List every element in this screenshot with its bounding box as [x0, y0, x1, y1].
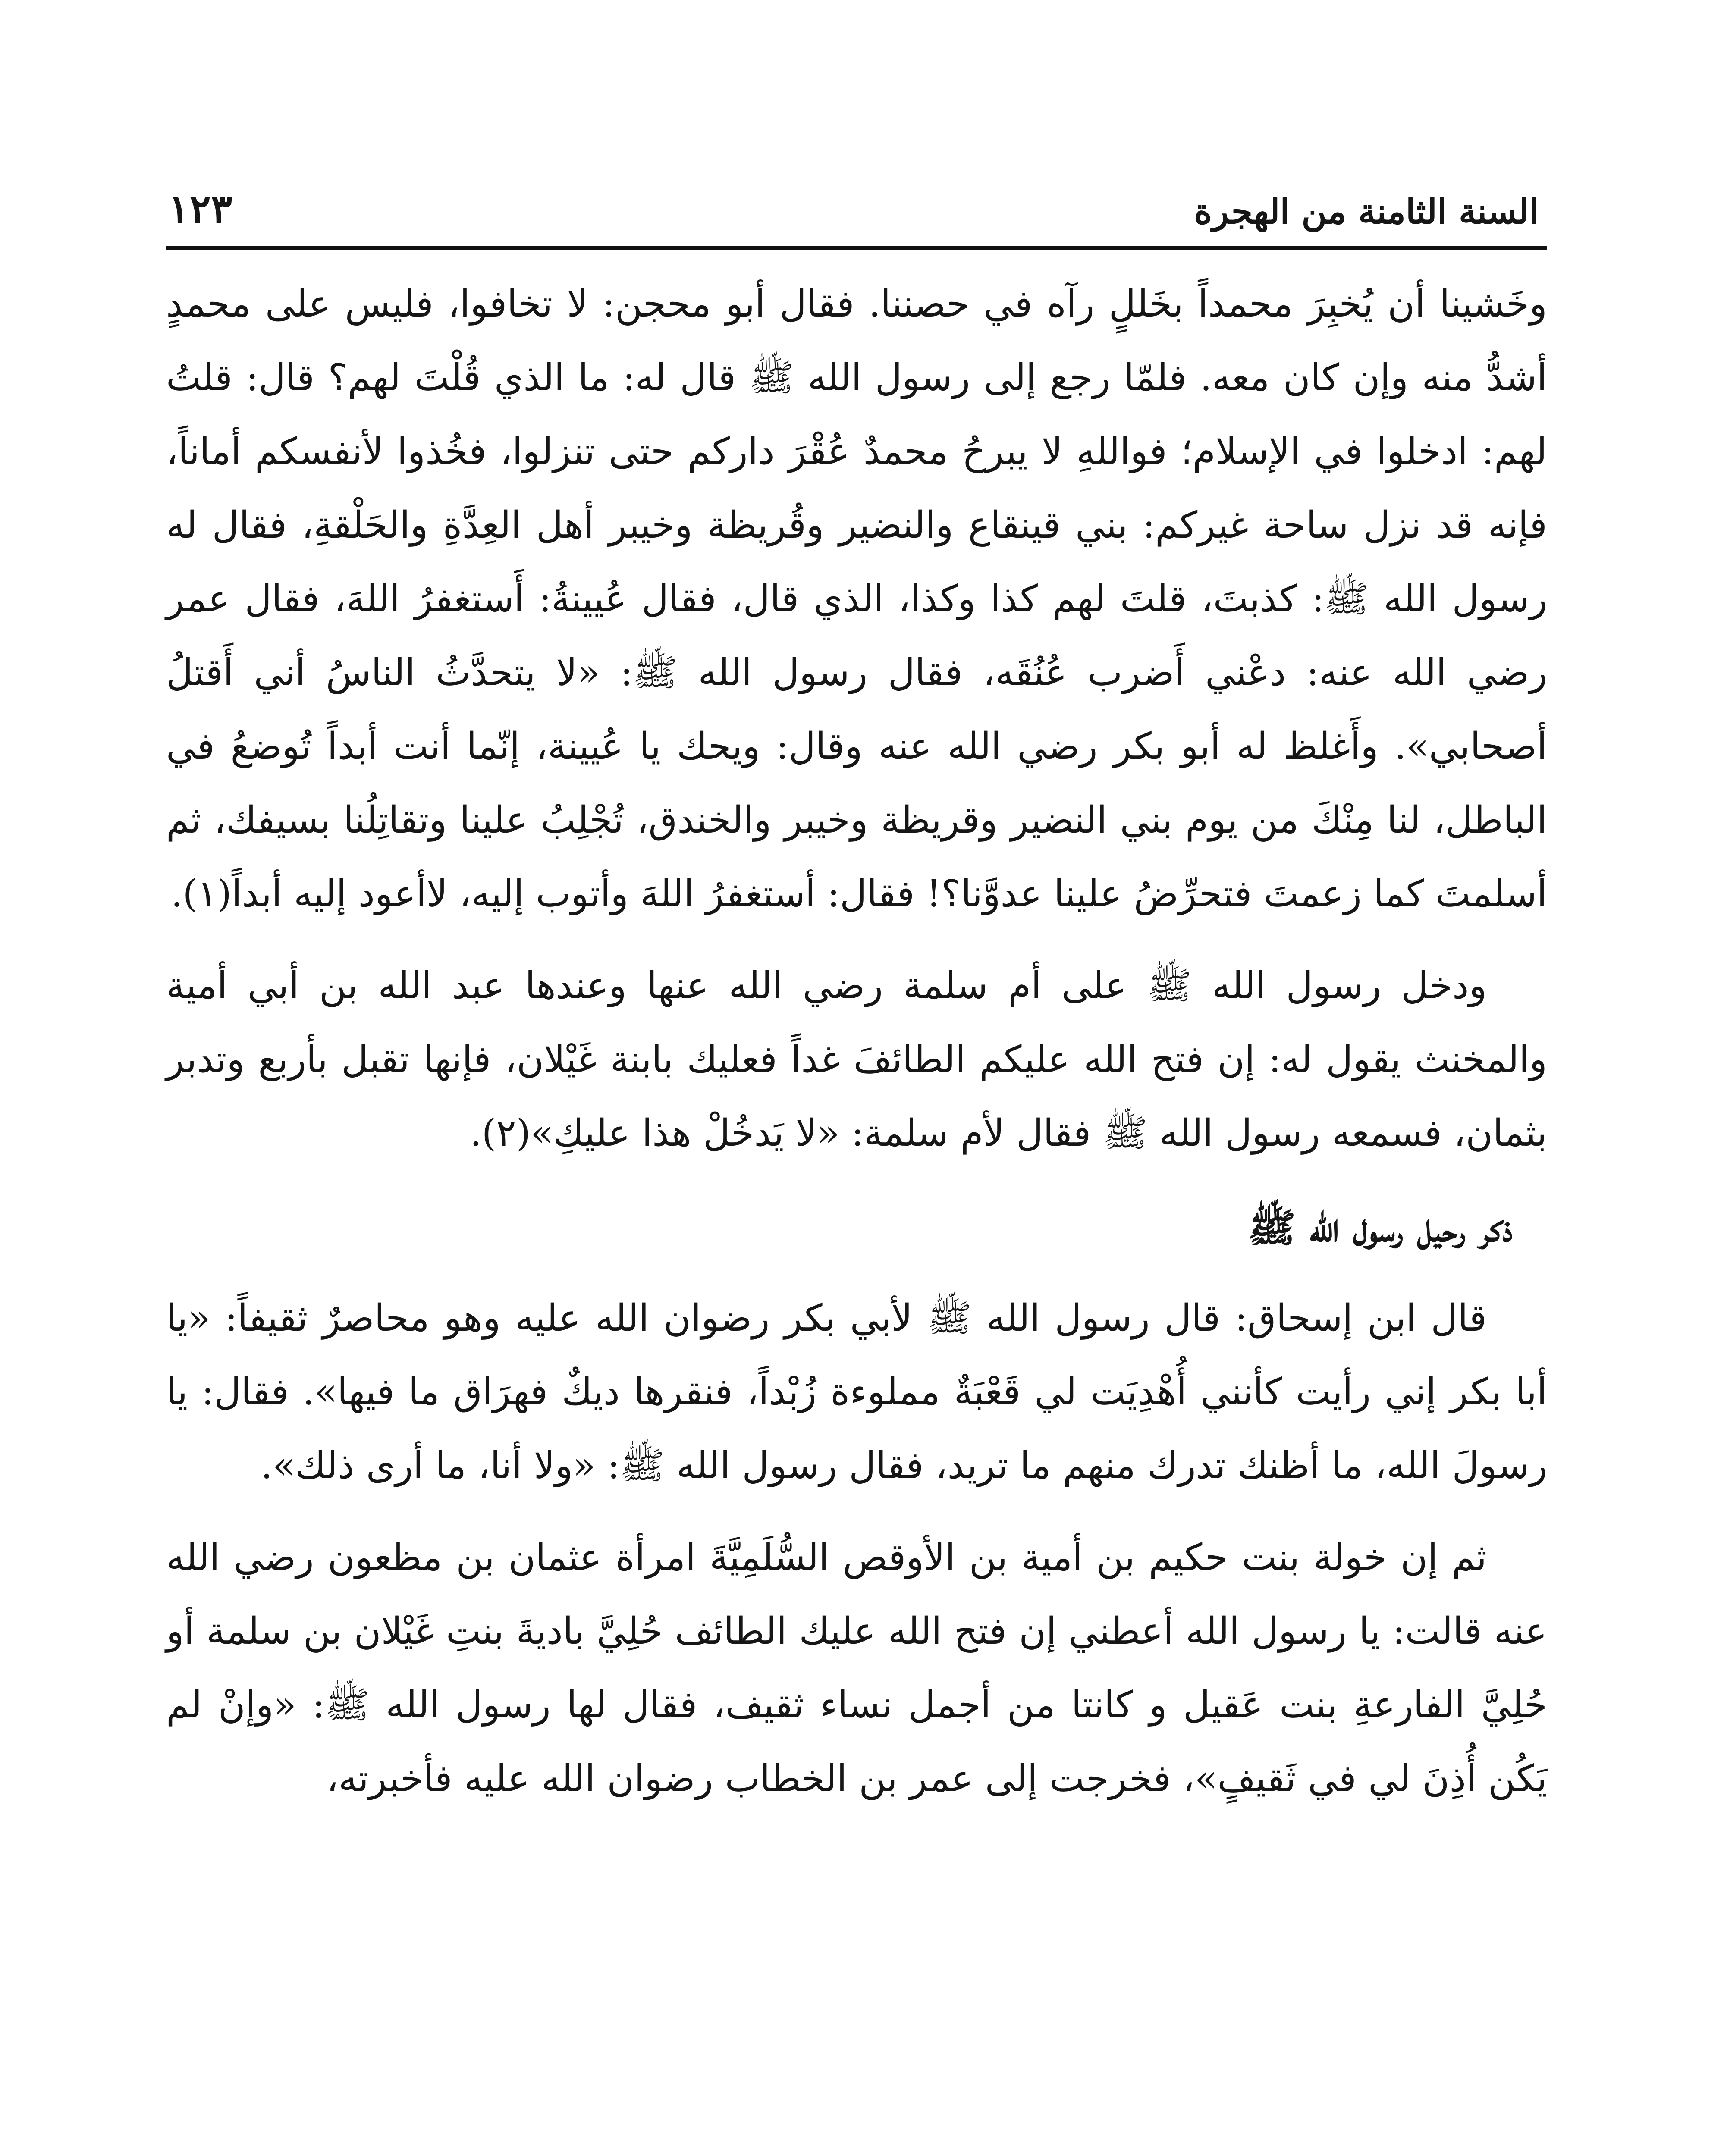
running-title: السنة الثامنة من الهجرة [1194, 191, 1539, 232]
section-heading: ذكر رحيل رسول الله ﷺ [1248, 1204, 1513, 1251]
paragraph: وخَشينا أن يُخبِرَ محمداً بخَللٍ رآه في حصننا. فقال أبو محجن: لا تخافوا، فليس على محمدٍ أشدُّ منه وإن كان معه. فلمّا رجع إلى رسول الله ﷺ قال له: ما الذي قُلْتَ لهم؟ قال: قلتُ لهم: ادخلوا في الإسلام؛ فواللهِ لا يبرحُ محمدٌ عُقْرَ داركم حتى تنزلوا، فخُذوا لأنفسكم أماناً، فإنه قد نزل ساحة غيركم: بني قينقاع والنضير وقُريظة وخيبر أهل العِدَّةِ والحَلْقةِ، فقال له رسول الله ﷺ: كذبتَ، قلتَ لهم كذا وكذا، الذي قال، فقال عُيينةُ: أَستغفرُ اللهَ، فقال عمر رضي الله عنه: دعْني أَضرب عُنُقَه، فقال رسول الله ﷺ: «لا يتحدَّثُ الناسُ أني أَقتلُ أصحابي». وأَغلظ له أبو بكر رضي الله عنه وقال: ويحك يا عُيينة، إنّما أنت أبداً تُوضعُ في الباطل، لنا مِنْكَ من يوم بني النضير وقريظة وخيبر والخندق، تُجْلِبُ علينا وتقاتِلُنا بسيفك، ثم أسلمتَ كما زعمتَ فتحرِّضُ علينا عدوَّنا؟! فقال: أستغفرُ اللهَ وأتوب إليه، لاأعود إليه أبداً(١). [166, 282, 1547, 915]
paragraph: قال ابن إسحاق: قال رسول الله ﷺ لأبي بكر رضوان الله عليه وهو محاصرٌ ثقيفاً: «يا أبا بكر إني رأيت كأنني أُهْدِيَت لي قَعْبَةٌ مملوءة زُبْداً، فنقرها ديكٌ فهرَاق ما فيها». فقال: يا رسولَ الله، ما أظنك تدرك منهم ما تريد، فقال رسول الله ﷺ: «ولا أنا، ما أرى ذلك». [166, 1297, 1547, 1487]
paragraph: ثم إن خولة بنت حكيم بن أمية بن الأوقص السُّلَمِيَّةَ امرأة عثمان بن مظعون رضي الله عنه قالت: يا رسول الله أعطني إن فتح الله عليك الطائف حُلِيَّ باديةَ بنتِ غَيْلان بن سلمة أو حُلِيَّ الفارعةِ بنت عَقيل و كانتا من أجمل نساء ثقيف، فقال لها رسول الله ﷺ: «وإنْ لم يَكُن أُذِنَ لي في ثَقيفٍ»، فخرجت إلى عمر بن الخطاب رضوان الله عليه فأخبرته، [166, 1536, 1547, 1800]
paragraph: ودخل رسول الله ﷺ على أم سلمة رضي الله عنها وعندها عبد الله بن أبي أمية والمخنث يقول له: إن فتح الله عليكم الطائفَ غداً فعليك بابنة غَيْلان، فإنها تقبل بأربع وتدبر بثمان، فسمعه رسول الله ﷺ فقال لأم سلمة: «لا يَدخُلْ هذا عليكِ»(٢). [166, 964, 1547, 1155]
header-divider [166, 246, 1547, 250]
page-number: ١٢٣ [168, 185, 232, 232]
main-text [166, 267, 1547, 1834]
page-header [168, 164, 1539, 232]
